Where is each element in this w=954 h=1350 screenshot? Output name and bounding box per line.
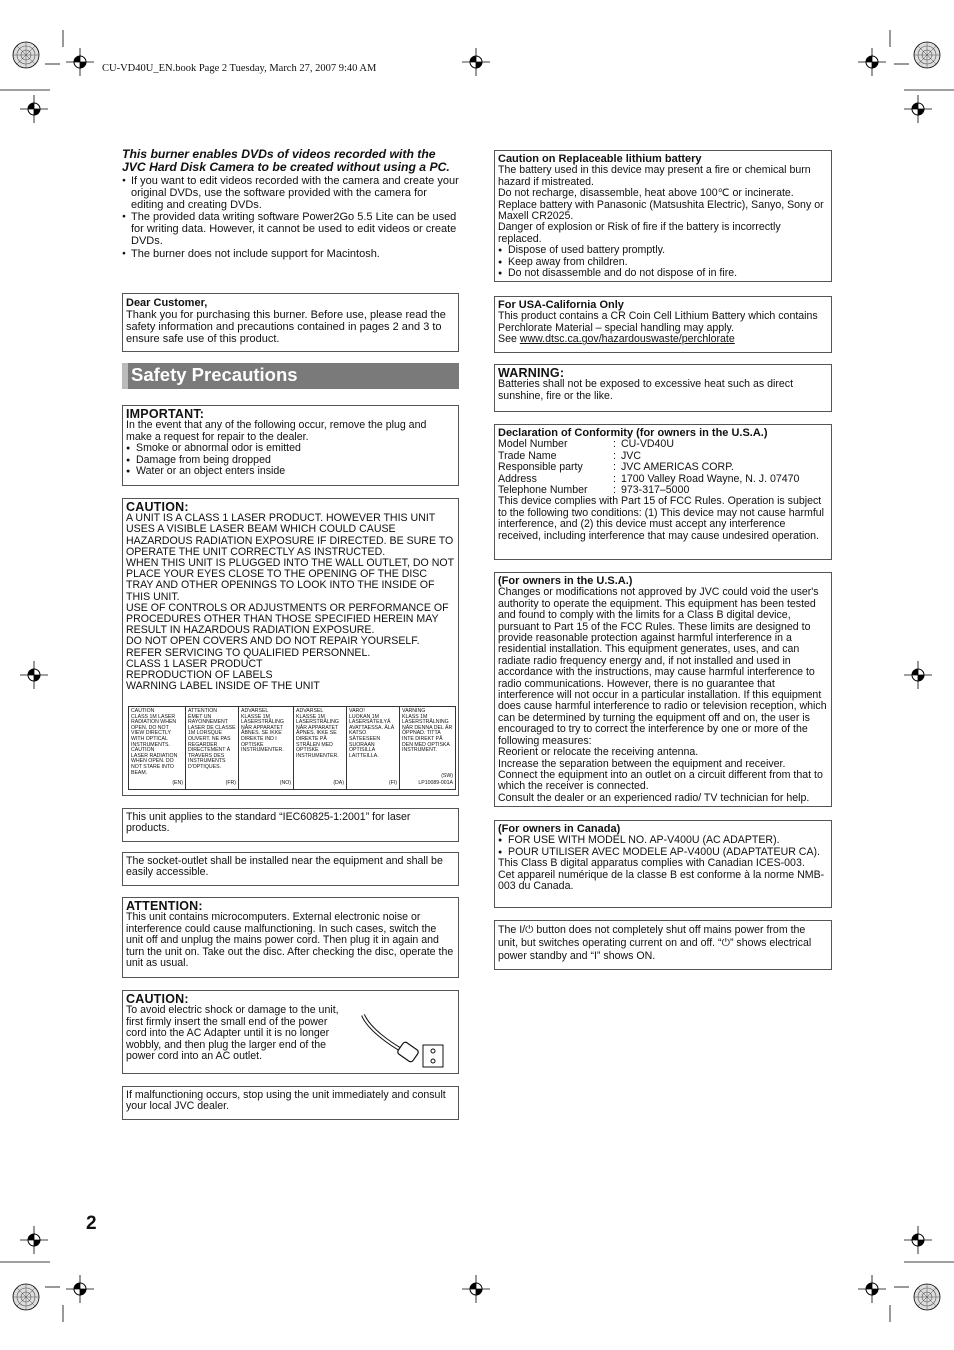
label-cell-code: (FI) [388, 780, 397, 787]
attention-title: ATTENTION: [126, 899, 203, 913]
caution-power-body: To avoid electric shock or damage to the unit, first firmly insert the small end of the power cord into the AC Adapter until it is no longer wobbly, and then plug the larger end of the power cord into an AC outlet. [126, 1004, 339, 1063]
crosshair-icon [20, 661, 48, 689]
list-item: ● The provided data writing software Power2Go 5.5 Lite can be used for writing data. However, it cannot be used to edit videos or create DVDs. [122, 211, 460, 247]
usa-measure: Increase the separation between the equipment and receiver. [498, 757, 786, 770]
important-body: In the event that any of the following occur, remove the plug and make a request for repair to the dealer. [126, 419, 427, 443]
label-cell-no [239, 707, 294, 789]
power-cord-icon [359, 1009, 459, 1071]
list-item: ● Dispose of used battery promptly. [498, 245, 827, 256]
canada-bullets [498, 835, 827, 858]
lithium-body-line: Danger of explosion or Risk of fire if the battery is incorrectly replaced. [498, 221, 781, 245]
california-body: This product contains a CR Coin Cell Lithium Battery which contains Perchlorate Material – special handling may apply. [498, 310, 818, 334]
registration-star-icon [914, 1284, 940, 1310]
page-number: 2 [86, 1213, 97, 1234]
crosshair-icon [904, 1226, 932, 1254]
lithium-body-line: Replace battery with Panasonic (Matsushita Electric), Sanyo, Sony or Maxell CR2025. [498, 198, 824, 223]
label-cell-text: ATTENTION ÉMET UN RAYONNEMENT LASER DE CLASSE 1M LORSQUE OUVERT. NE PAS REGARDER DIRECTEMENT À TRAVERS DES INSTRUMENTS D'OPTIQUES. [188, 708, 236, 770]
crosshair-icon [462, 48, 490, 76]
label-cell-text: ADVARSEL KLASSE 1M LASERSTRÅLING NÅR APPARATET ÅPNES. IKKE SE DIREKTE PÅ STRÅLEN MED OPTISKE INSTRUMENTER. [296, 708, 339, 759]
usa-measure: Reorient or relocate the receiving antenna. [498, 746, 699, 759]
intro-bullets [122, 175, 460, 260]
lithium-battery-box [494, 150, 832, 282]
caution-laser-line: DO NOT OPEN COVERS AND DO NOT REPAIR YOURSELF. [126, 635, 420, 648]
iec-note: This unit applies to the standard “IEC60825-1:2001” for laser products. [126, 811, 411, 835]
perchlorate-link[interactable]: www.dtsc.ca.gov/hazardouswaste/perchlorate [519, 333, 735, 346]
label-cell-code: (DA) [333, 780, 344, 787]
table-cell: 1700 Valley Road Wayne, N. J. 07470 [621, 472, 800, 485]
usa-owners-body: Changes or modifications not approved by JVC could void the user's authority to operate the equipment. This equipment has been tested and found to comply with the limits for a Class B digital device, pursuant to Part 15 of the FCC Rules. These limits are designed to provide reasonable protection against harmful interference in a residential installation. This equipment generates, uses, and can radiate radio frequency energy and, if not installed and used in accordance with the instructions, may cause harmful interference to radio communications. However, there is no guarantee that interference will not occur in a particular installation. If this equipment does cause harmful interference to radio or television reception, which can be determined by turning the equipment off and on, the user is encouraged to try to correct the interference by one or more of the following measures: [498, 586, 827, 747]
list-item: ● Smoke or abnormal odor is emitted [126, 443, 454, 454]
label-cell-fr [186, 707, 239, 789]
important-title: IMPORTANT: [126, 407, 205, 421]
registration-star-icon [13, 1284, 39, 1310]
important-box [122, 405, 459, 486]
warning-body: Batteries shall not be exposed to excessive heat such as direct sunshine, fire or the like. [498, 378, 794, 402]
caution-laser-line: REFER SERVICING TO QUALIFIED PERSONNEL. [126, 646, 371, 659]
malfunction-note-box [122, 1086, 459, 1120]
attention-box [122, 897, 459, 978]
table-cell: Trade Name [498, 449, 557, 462]
malfunction-note: If malfunctioning occurs, stop using the unit immediately and consult your local JVC dealer. [126, 1089, 446, 1113]
label-cell-en [129, 707, 186, 789]
table-cell: JVC AMERICAS CORP. [621, 461, 734, 474]
list-item: ● The burner does not include support for Macintosh. [122, 248, 460, 260]
usa-measure: Consult the dealer or an experienced radio/ TV technician for help. [498, 791, 810, 804]
dear-customer-body: Thank you for purchasing this burner. Before use, please read the safety information and precautions contained in pages 2 and 3 to ensure safe use of this product. [126, 309, 446, 345]
attention-body: This unit contains microcomputers. External electronic noise or interference could cause malfunctioning. In such cases, switch the unit off and unplug the mains power cord. Then plug it in again and turn the unit on. Take out the disc. After checking the disc, operate the unit as usual. [126, 911, 454, 970]
table-cell: : [613, 472, 616, 485]
intro-heading: This burner enables DVDs of videos recorded with the JVC Hard Disk Camera to be created without using a PC. [122, 147, 450, 174]
caution-laser-line: USE OF CONTROLS OR ADJUSTMENTS OR PERFORMANCE OF PROCEDURES OTHER THAN THOSE SPECIFIED HEREIN MAY RESULT IN HAZARDOUS RADIATION EXPOSURE. [126, 601, 449, 637]
conformity-body: This device complies with Part 15 of FCC Rules. Operation is subject to the following two conditions: (1) This device may not cause harmful interference, and (2) this device must accept any interference received, including interference that may cause undesired operation. [498, 495, 825, 542]
important-bullets [126, 443, 454, 477]
usa-owners-box [494, 572, 832, 807]
caution-laser-line: A UNIT IS A CLASS 1 LASER PRODUCT. HOWEVER THIS UNIT USES A VISIBLE LASER BEAM WHICH COULD CAUSE HAZARDOUS RADIATION EXPOSURE IF DIRECTED. BE SURE TO OPERATE THE UNIT CORRECTLY AS INSTRUCTED. [126, 512, 454, 558]
power-switch-note: The I/⏻ button does not completely shut off mains power from the unit, but switches operating current on and off. “⏻” shows electrical power standby and “I” shows ON. [498, 924, 812, 962]
crosshair-icon [904, 661, 932, 689]
canada-title: (For owners in Canada) [498, 823, 621, 835]
usa-owners-title: (For owners in the U.S.A.) [498, 575, 633, 587]
usa-measure: Connect the equipment into an outlet on a circuit different from that to which the receiver is connected. [498, 768, 823, 793]
section-title-bar [122, 363, 459, 389]
label-cell-text: ADVARSEL KLASSE 1M LASERSTRÅLING NÅR APPARATET ÅBNES. SE IKKE DIREKTE IND I OPTISKE INSTRUMENTER. [241, 708, 284, 754]
registration-star-icon [13, 42, 39, 68]
warning-title: WARNING: [498, 366, 565, 380]
table-cell: : [613, 484, 616, 497]
list-item: ● FOR USE WITH MODEL NO. AP-V400U (AC ADAPTER). [498, 835, 827, 846]
crosshair-icon [66, 48, 94, 76]
warning-box [494, 364, 832, 412]
warning-label-reproduction [128, 706, 456, 790]
table-cell: Model Number [498, 438, 568, 451]
intro-section [122, 148, 460, 260]
label-cell-fi [347, 707, 400, 789]
table-cell: Responsible party [498, 461, 583, 474]
canada-box [494, 820, 832, 908]
caution-power-title: CAUTION: [126, 992, 189, 1006]
crosshair-icon [858, 1275, 886, 1303]
label-cell-text: CAUTION CLASS 1M LASER RADIATION WHEN OPEN. DO NOT VIEW DIRECTLY WITH OPTICAL INSTRUMENTS. CAUTION LASER RADIATION WHEN OPEN. DO NOT STARE INTO BEAM. [131, 708, 178, 776]
socket-note-box [122, 852, 459, 886]
caution-laser-line: WARNING LABEL INSIDE OF THE UNIT [126, 680, 320, 693]
crosshair-icon [20, 1226, 48, 1254]
label-cell-text: VARNING KLASS 1M LASERSTRÅLNING NÄR DENNA DEL ÄR ÖPPNAD. TITTA INTE DIREKT PÅ DEN MED OPTISKA INSTRUMENT. [402, 708, 453, 754]
california-box [494, 296, 832, 353]
socket-note: The socket-outlet shall be installed near the equipment and shall be easily accessible. [126, 855, 443, 879]
label-part-number: LP10089-001A [418, 780, 453, 787]
table-cell: JVC [621, 449, 642, 462]
table-cell: CU-VD40U [621, 438, 674, 451]
list-item: ● POUR UTILISER AVEC MODELE AP-V400U (ADAPTATEUR CA). [498, 847, 827, 858]
conformity-title: Declaration of Conformity (for owners in the U.S.A.) [498, 427, 768, 439]
crosshair-icon [858, 48, 886, 76]
power-switch-box [494, 920, 832, 970]
list-item: ● Keep away from children. [498, 257, 827, 268]
table-cell: : [613, 438, 616, 451]
crosshair-icon [462, 1275, 490, 1303]
label-cell-da [294, 707, 347, 789]
lithium-bullets [498, 245, 827, 279]
dear-customer-title: Dear Customer, [126, 297, 208, 309]
caution-laser-line: CLASS 1 LASER PRODUCT [126, 657, 263, 670]
table-cell: : [613, 449, 616, 462]
crosshair-icon [904, 95, 932, 123]
california-see [498, 334, 827, 345]
dear-customer-box [122, 293, 459, 352]
table-cell: 973-317–5000 [621, 484, 690, 497]
label-cell-sw [400, 707, 455, 789]
label-cell-code: (SW) [441, 773, 453, 780]
list-item: ● If you want to edit videos recorded with the camera and create your original DVDs, use the software provided with the camera for editing and creating DVDs. [122, 175, 460, 211]
registration-star-icon [914, 42, 940, 68]
label-cell-code: (EN) [172, 780, 183, 787]
table-cell: Telephone Number [498, 484, 588, 497]
caution-power-box [122, 990, 459, 1074]
label-cell-code: (FR) [225, 780, 236, 787]
table-cell: : [613, 461, 616, 474]
conformity-table [498, 439, 827, 496]
conformity-box [494, 424, 832, 560]
caution-laser-line: WHEN THIS UNIT IS PLUGGED INTO THE WALL OUTLET, DO NOT PLACE YOUR EYES CLOSE TO THE OPENING OF THE DISC TRAY AND OTHER OPENINGS TO LOOK INTO THE INSIDE OF THIS UNIT. [126, 557, 454, 603]
iec-note-box [122, 808, 459, 842]
lithium-body-line: The battery used in this device may present a fire or chemical burn hazard if mistreated. [498, 164, 811, 188]
label-cell-code: (NO) [279, 780, 291, 787]
list-item: ● Damage from being dropped [126, 455, 454, 466]
california-see-label: See [498, 333, 520, 346]
list-item: ● Do not disassemble and do not dispose of in fire. [498, 268, 827, 279]
list-item: ● Water or an object enters inside [126, 466, 454, 477]
lithium-title: Caution on Replaceable lithium battery [498, 153, 702, 165]
section-title: Safety Precautions [131, 364, 298, 385]
caution-laser-box [122, 498, 459, 796]
header-file-info: CU-VD40U_EN.book Page 2 Tuesday, March 27, 2007 9:40 AM [102, 63, 377, 74]
crosshair-icon [20, 95, 48, 123]
caution-laser-line: REPRODUCTION OF LABELS [126, 669, 273, 682]
caution-laser-title: CAUTION: [126, 500, 189, 514]
canada-body: This Class B digital apparatus complies with Canadian ICES-003. Cet appareil numérique de la classe B est conforme à la norme NMB-003 du Canada. [498, 857, 825, 893]
table-cell: Address [498, 472, 537, 485]
lithium-body-line: Do not recharge, disassemble, heat above 100℃ or incinerate. [498, 187, 794, 200]
california-title: For USA-California Only [498, 299, 624, 311]
label-cell-text: VARO! LUOKAN 1M LASERSÄTEILYÄ AVATTAESSA. ÄLÄ KATSO SÄTEESEEN SUORAAN OPTISILLA LAITTEILLA. [349, 708, 395, 759]
crosshair-icon [66, 1275, 94, 1303]
